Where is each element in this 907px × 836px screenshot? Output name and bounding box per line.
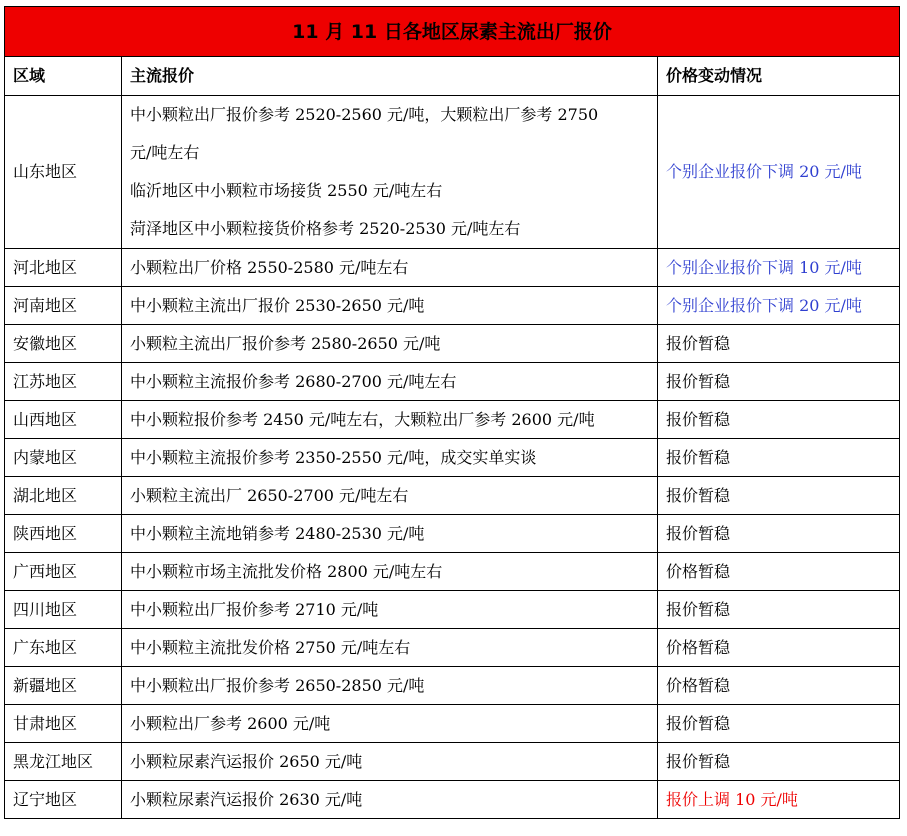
table-row <box>5 705 900 743</box>
header-row <box>5 57 900 96</box>
region-cell: 安徽地区 <box>5 325 122 363</box>
price-table <box>4 6 900 819</box>
change-cell: 价格暂稳 <box>658 553 900 591</box>
region-cell: 辽宁地区 <box>5 781 122 819</box>
region-cell: 黑龙江地区 <box>5 743 122 781</box>
change-cell: 报价暂稳 <box>658 401 900 439</box>
price-cell: 小颗粒尿素汽运报价 2650 元/吨 <box>122 743 658 781</box>
header-region: 区域 <box>5 57 122 96</box>
region-cell: 广东地区 <box>5 629 122 667</box>
change-cell: 报价暂稳 <box>658 363 900 401</box>
change-cell: 报价上调 10 元/吨 <box>658 781 900 819</box>
table-title: 11 月 11 日各地区尿素主流出厂报价 <box>5 7 900 57</box>
table-row <box>5 781 900 819</box>
change-cell: 报价暂稳 <box>658 325 900 363</box>
region-cell: 山西地区 <box>5 401 122 439</box>
change-cell: 价格暂稳 <box>658 629 900 667</box>
price-cell <box>122 96 658 249</box>
price-cell: 中小颗粒主流出厂报价 2530-2650 元/吨 <box>122 287 658 325</box>
price-line: 临沂地区中小颗粒市场接货 2550 元/吨左右 <box>130 181 443 200</box>
table-row <box>5 439 900 477</box>
region-cell: 甘肃地区 <box>5 705 122 743</box>
region-cell: 河北地区 <box>5 249 122 287</box>
price-cell: 中小颗粒主流地销参考 2480-2530 元/吨 <box>122 515 658 553</box>
table-row <box>5 591 900 629</box>
price-cell: 小颗粒出厂价格 2550-2580 元/吨左右 <box>122 249 658 287</box>
table-row <box>5 96 900 249</box>
table-row <box>5 743 900 781</box>
table-row <box>5 553 900 591</box>
change-cell: 报价暂稳 <box>658 591 900 629</box>
table-row <box>5 629 900 667</box>
table-row <box>5 287 900 325</box>
price-line: 菏泽地区中小颗粒接货价格参考 2520-2530 元/吨左右 <box>130 219 521 238</box>
price-cell: 中小颗粒主流报价参考 2350-2550 元/吨，成交实单实谈 <box>122 439 658 477</box>
region-cell: 内蒙地区 <box>5 439 122 477</box>
table-row <box>5 477 900 515</box>
price-line: 元/吨左右 <box>130 143 200 162</box>
change-cell: 报价暂稳 <box>658 477 900 515</box>
price-cell: 中小颗粒主流批发价格 2750 元/吨左右 <box>122 629 658 667</box>
region-cell: 新疆地区 <box>5 667 122 705</box>
price-cell: 小颗粒尿素汽运报价 2630 元/吨 <box>122 781 658 819</box>
region-cell: 四川地区 <box>5 591 122 629</box>
region-cell: 广西地区 <box>5 553 122 591</box>
region-cell: 河南地区 <box>5 287 122 325</box>
change-cell: 个别企业报价下调 20 元/吨 <box>658 287 900 325</box>
change-cell: 报价暂稳 <box>658 743 900 781</box>
change-cell: 报价暂稳 <box>658 515 900 553</box>
change-cell: 报价暂稳 <box>658 705 900 743</box>
change-cell: 价格暂稳 <box>658 667 900 705</box>
region-cell: 江苏地区 <box>5 363 122 401</box>
price-cell: 中小颗粒市场主流批发价格 2800 元/吨左右 <box>122 553 658 591</box>
title-row <box>5 7 900 57</box>
header-change: 价格变动情况 <box>658 57 900 96</box>
change-cell: 个别企业报价下调 20 元/吨 <box>658 96 900 249</box>
region-cell: 山东地区 <box>5 96 122 249</box>
price-cell: 小颗粒主流出厂 2650-2700 元/吨左右 <box>122 477 658 515</box>
price-cell: 中小颗粒出厂报价参考 2710 元/吨 <box>122 591 658 629</box>
price-cell: 小颗粒出厂参考 2600 元/吨 <box>122 705 658 743</box>
header-price: 主流报价 <box>122 57 658 96</box>
price-cell: 中小颗粒出厂报价参考 2650-2850 元/吨 <box>122 667 658 705</box>
table-row <box>5 325 900 363</box>
table-row <box>5 249 900 287</box>
table-row <box>5 667 900 705</box>
region-cell: 湖北地区 <box>5 477 122 515</box>
price-report <box>4 6 899 819</box>
table-row <box>5 401 900 439</box>
price-cell: 小颗粒主流出厂报价参考 2580-2650 元/吨 <box>122 325 658 363</box>
table-row <box>5 363 900 401</box>
price-cell: 中小颗粒报价参考 2450 元/吨左右，大颗粒出厂参考 2600 元/吨 <box>122 401 658 439</box>
price-line: 中小颗粒出厂报价参考 2520-2560 元/吨，大颗粒出厂参考 2750 <box>130 105 599 124</box>
table-row <box>5 515 900 553</box>
price-cell: 中小颗粒主流报价参考 2680-2700 元/吨左右 <box>122 363 658 401</box>
region-cell: 陕西地区 <box>5 515 122 553</box>
change-cell: 个别企业报价下调 10 元/吨 <box>658 249 900 287</box>
change-cell: 报价暂稳 <box>658 439 900 477</box>
